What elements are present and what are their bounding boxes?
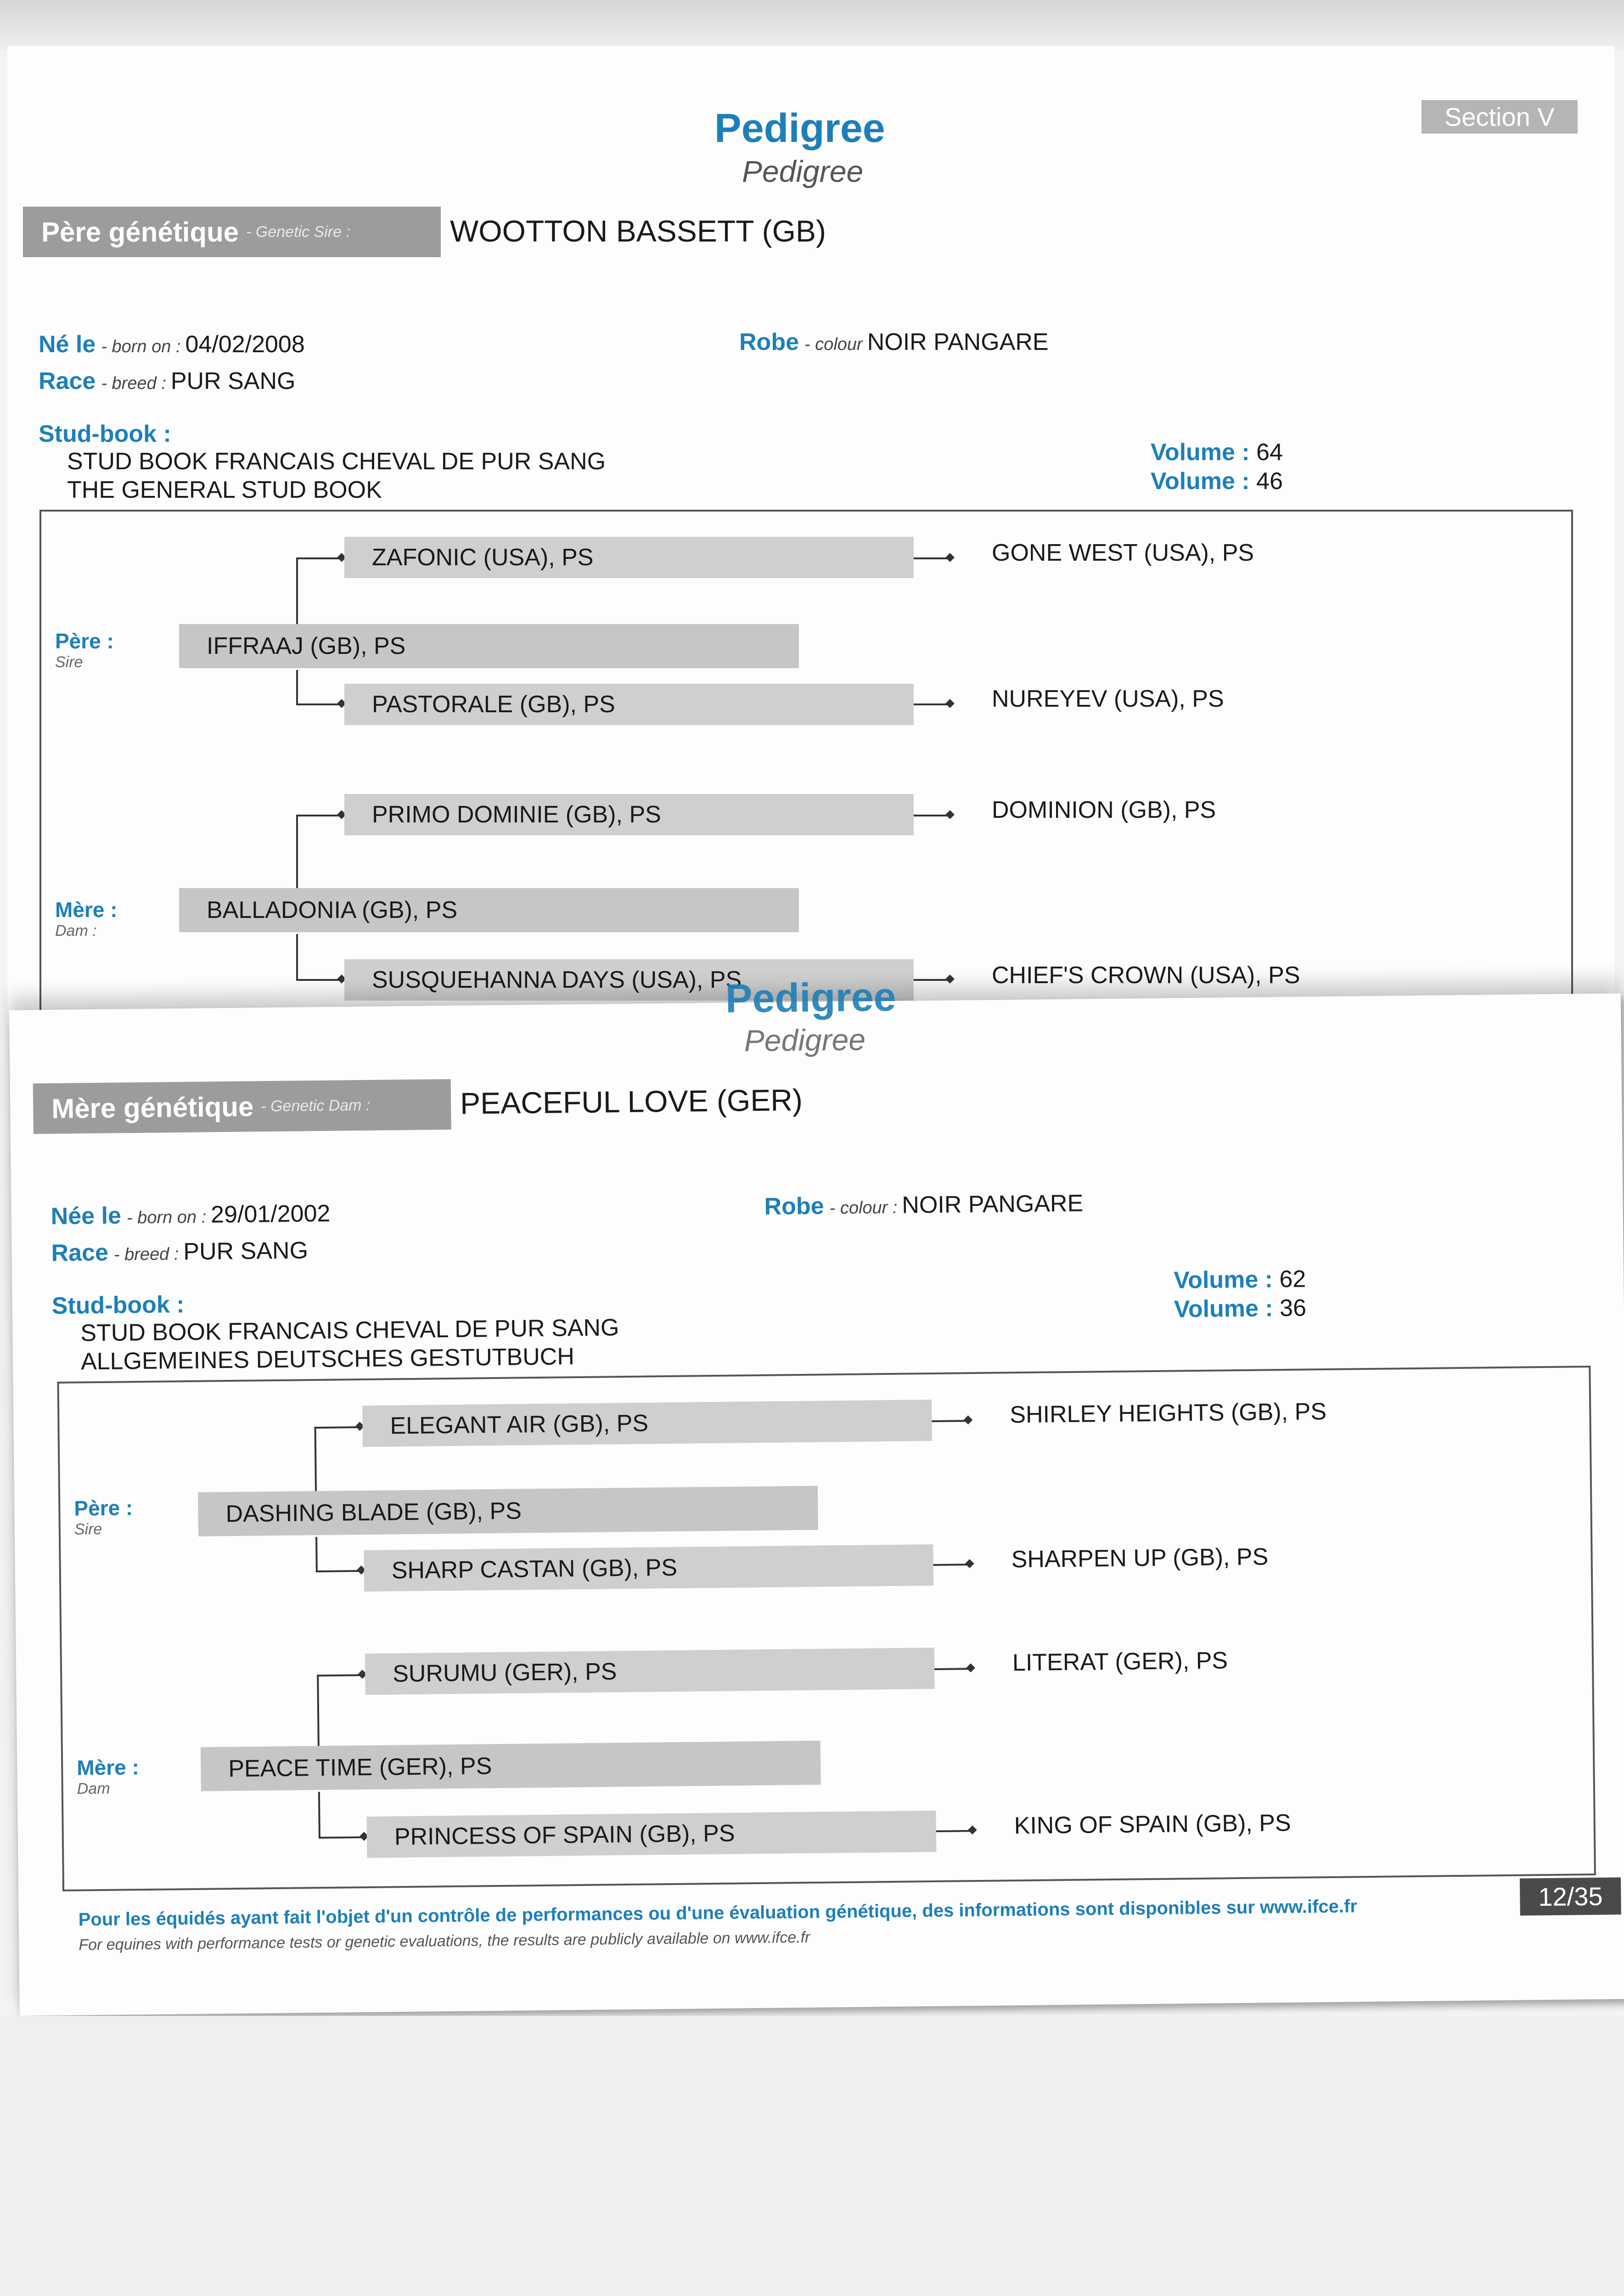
volume-label: Volume : bbox=[1151, 439, 1250, 466]
volume-label: Volume : bbox=[1151, 468, 1250, 495]
dam-dam-sire: CHIEF'S CROWN (USA), PS bbox=[992, 962, 1300, 989]
breed-value: PUR SANG bbox=[183, 1237, 309, 1266]
genetic-sire-header bbox=[23, 207, 441, 257]
colour-label: Robe bbox=[739, 329, 799, 355]
section-badge: Section V bbox=[1422, 100, 1578, 134]
sire-sire-sire: GONE WEST (USA), PS bbox=[992, 540, 1254, 566]
breed-value: PUR SANG bbox=[170, 368, 296, 394]
page-title: Pedigree bbox=[725, 974, 897, 1021]
dam-bar: BALLADONIA (GB), PS bbox=[179, 888, 799, 932]
dam-bar: PEACE TIME (GER), PS bbox=[201, 1741, 821, 1791]
volume-label: Volume : bbox=[1173, 1266, 1273, 1294]
header-label-en: - Genetic Dam : bbox=[261, 1096, 371, 1115]
volume-field bbox=[1151, 467, 1283, 495]
colour-value: NOIR PANGARE bbox=[902, 1190, 1084, 1219]
sire-dam-sire: NUREYEV (USA), PS bbox=[992, 686, 1224, 712]
horse-name: WOOTTON BASSETT (GB) bbox=[450, 214, 826, 248]
dam-sire-sire: LITERAT (GER), PS bbox=[1012, 1647, 1228, 1677]
pedigree-tree bbox=[57, 1366, 1596, 1891]
volume-value: 64 bbox=[1256, 439, 1283, 466]
sire-sire-bar: ZAFONIC (USA), PS bbox=[344, 537, 914, 578]
dam-dam-sire: KING OF SPAIN (GB), PS bbox=[1014, 1809, 1291, 1840]
genetic-dam-header bbox=[33, 1079, 451, 1134]
born-value: 04/02/2008 bbox=[185, 331, 305, 358]
volume-field bbox=[1174, 1294, 1307, 1323]
scan-background bbox=[0, 2016, 1624, 2296]
born-label: Née le bbox=[51, 1202, 122, 1230]
breed-label: Race bbox=[39, 368, 96, 394]
sire-sire-sire: SHIRLEY HEIGHTS (GB), PS bbox=[1010, 1398, 1327, 1429]
studbook-line: ALLGEMEINES DEUTSCHES GESTUTBUCH bbox=[80, 1343, 575, 1375]
dam-side-label: Mère : Dam : bbox=[55, 898, 118, 940]
ifce-notice-en: For equines with performance tests or genetic evaluations, the results are publicly available on www.ifce.fr bbox=[79, 1928, 810, 1954]
volume-field bbox=[1151, 439, 1283, 466]
born-value: 29/01/2002 bbox=[210, 1200, 331, 1228]
header-label: Père génétique bbox=[41, 216, 239, 248]
breed-field bbox=[51, 1237, 308, 1267]
volume-value: 62 bbox=[1279, 1266, 1306, 1293]
header-label: Mère génétique bbox=[51, 1091, 254, 1124]
sire-dam-sire: SHARPEN UP (GB), PS bbox=[1011, 1543, 1269, 1573]
born-field bbox=[39, 331, 305, 358]
dam-sire-sire: DOMINION (GB), PS bbox=[992, 797, 1216, 823]
born-field bbox=[51, 1200, 330, 1230]
volume-label: Volume : bbox=[1174, 1295, 1273, 1323]
sire-side-label: Père : Sire bbox=[74, 1496, 133, 1538]
page-title: Pedigree bbox=[714, 105, 885, 151]
colour-field bbox=[739, 328, 1049, 356]
page-subtitle: Pedigree bbox=[744, 1022, 866, 1058]
sire-dam-bar: SHARP CASTAN (GB), PS bbox=[364, 1544, 933, 1592]
born-label-en: - born on : bbox=[126, 1207, 207, 1228]
colour-label-en: - colour : bbox=[829, 1198, 898, 1218]
sire-dam-bar: PASTORALE (GB), PS bbox=[344, 684, 914, 725]
breed-field bbox=[39, 367, 295, 395]
page-subtitle: Pedigree bbox=[742, 154, 864, 188]
born-label-en: - born on : bbox=[101, 337, 181, 356]
volume-field bbox=[1174, 1265, 1306, 1294]
studbook-line: STUD BOOK FRANCAIS CHEVAL DE PUR SANG bbox=[67, 448, 606, 475]
studbook-label: Stud-book : bbox=[39, 421, 171, 447]
sire-bar: IFFRAAJ (GB), PS bbox=[179, 624, 799, 668]
dam-sire-bar: PRIMO DOMINIE (GB), PS bbox=[344, 794, 914, 835]
sire-page bbox=[7, 46, 1614, 1029]
studbook-line: STUD BOOK FRANCAIS CHEVAL DE PUR SANG bbox=[80, 1314, 619, 1347]
studbook-label: Stud-book : bbox=[51, 1291, 185, 1320]
dam-side-label: Mère : Dam bbox=[77, 1755, 140, 1798]
volume-value: 46 bbox=[1256, 468, 1283, 495]
colour-label: Robe bbox=[764, 1193, 824, 1220]
sire-side-label: Père : Sire bbox=[55, 629, 114, 671]
horse-name: PEACEFUL LOVE (GER) bbox=[460, 1082, 803, 1120]
breed-label-en: - breed : bbox=[101, 374, 166, 393]
studbook-line: THE GENERAL STUD BOOK bbox=[67, 477, 382, 503]
dam-dam-bar: SUSQUEHANNA DAYS (USA), PS bbox=[344, 959, 914, 1001]
born-label: Né le bbox=[39, 331, 96, 358]
colour-value: NOIR PANGARE bbox=[867, 329, 1049, 355]
dam-dam-bar: PRINCESS OF SPAIN (GB), PS bbox=[366, 1811, 936, 1858]
sire-sire-bar: ELEGANT AIR (GB), PS bbox=[362, 1400, 932, 1447]
volume-value: 36 bbox=[1279, 1294, 1307, 1322]
colour-field bbox=[764, 1190, 1083, 1221]
breed-label: Race bbox=[51, 1239, 109, 1267]
scan-top-edge bbox=[0, 0, 1624, 51]
breed-label-en: - breed : bbox=[113, 1244, 179, 1265]
page-number: 12/35 bbox=[1520, 1877, 1621, 1915]
sire-bar: DASHING BLADE (GB), PS bbox=[198, 1486, 818, 1536]
dam-sire-bar: SURUMU (GER), PS bbox=[365, 1648, 935, 1695]
colour-label-en: - colour bbox=[804, 335, 863, 354]
header-label-en: - Genetic Sire : bbox=[246, 223, 350, 241]
ifce-notice: Pour les équidés ayant fait l'objet d'un contrôle de performances ou d'une évaluation génétique, des informations sont disponibles sur www.ifce.fr bbox=[78, 1896, 1358, 1930]
